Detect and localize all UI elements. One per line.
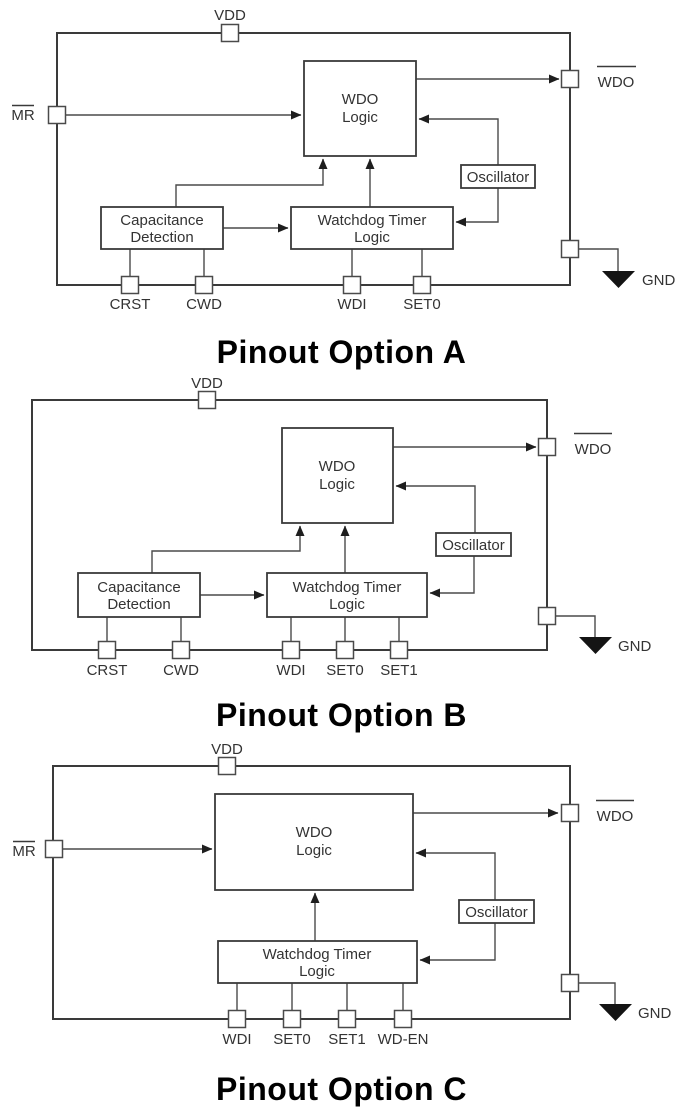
wire-gnd xyxy=(556,616,595,637)
block-wdo-logic-label: WDO xyxy=(341,91,379,108)
pin-label-set0: SET0 xyxy=(403,296,441,313)
pin-label-gnd: GND xyxy=(638,1005,672,1022)
wire-capdetect-to-wdo-logic xyxy=(152,526,300,573)
pin-label-vdd: VDD xyxy=(214,7,246,24)
pin-crst xyxy=(122,277,139,294)
block-wdo-logic-label: WDO xyxy=(318,458,356,475)
pin-gnd xyxy=(562,241,579,258)
diagram-pinout-option-b xyxy=(0,375,683,685)
pin-label-wdo: WDO xyxy=(574,441,612,458)
ground-symbol xyxy=(579,637,612,654)
diagram-pinout-option-a xyxy=(0,0,683,330)
pin-label-mr: MR xyxy=(11,107,35,124)
block-wdo-logic-label2: Logic xyxy=(296,842,332,859)
wire-oscillator-to-wdo-logic xyxy=(416,853,495,900)
wire-oscillator-to-watchdog-timer xyxy=(420,923,495,960)
pin-set0 xyxy=(337,642,354,659)
pin-label-vdd: VDD xyxy=(191,375,223,392)
pin-wdi xyxy=(344,277,361,294)
block-wdo-logic-label2: Logic xyxy=(319,476,355,493)
pin-label-wdo: WDO xyxy=(597,74,635,91)
pin-label-set0: SET0 xyxy=(326,662,364,679)
pin-label-wden: WD-EN xyxy=(377,1031,429,1048)
block-watchdog-timer-label2: Logic xyxy=(299,963,335,980)
block-oscillator-label: Oscillator xyxy=(442,537,505,554)
block-oscillator-label: Oscillator xyxy=(466,169,530,186)
pin-label-wdo: WDO xyxy=(596,808,634,825)
pin-gnd xyxy=(562,975,579,992)
pin-vdd xyxy=(199,392,216,409)
pin-wdo xyxy=(562,71,579,88)
pin-set1 xyxy=(391,642,408,659)
pin-label-cwd: CWD xyxy=(163,662,199,679)
pin-label-mr: MR xyxy=(12,843,36,860)
block-capacitance-detection-label2: Detection xyxy=(130,229,194,246)
ground-symbol xyxy=(602,271,635,288)
wire-oscillator-to-watchdog-timer xyxy=(456,188,498,222)
block-capacitance-detection-label: Capacitance xyxy=(97,579,181,596)
pin-set1 xyxy=(339,1011,356,1028)
pin-cwd xyxy=(196,277,213,294)
pin-wdo xyxy=(562,805,579,822)
wire-oscillator-to-wdo-logic xyxy=(396,486,475,533)
title-pinout-option-b: Pinout Option B xyxy=(216,697,467,733)
block-watchdog-timer-label: Watchdog Timer xyxy=(292,579,402,596)
pin-wdi xyxy=(283,642,300,659)
pin-vdd xyxy=(219,758,236,775)
pin-label-wdi: WDI xyxy=(276,662,306,679)
pin-wden xyxy=(395,1011,412,1028)
pin-label-set1: SET1 xyxy=(380,662,418,679)
block-wdo-logic-label: WDO xyxy=(295,824,333,841)
pin-label-gnd: GND xyxy=(642,272,676,289)
wire-capdetect-to-wdo-logic xyxy=(176,159,323,207)
pin-vdd xyxy=(222,25,239,42)
pin-label-set1: SET1 xyxy=(328,1031,366,1048)
pin-label-vdd: VDD xyxy=(211,741,243,758)
block-watchdog-timer-label: Watchdog Timer xyxy=(317,212,427,229)
pin-wdo xyxy=(539,439,556,456)
wire-gnd xyxy=(579,983,615,1004)
pin-gnd xyxy=(539,608,556,625)
pin-label-wdi: WDI xyxy=(337,296,367,313)
ground-symbol xyxy=(599,1004,632,1021)
pin-cwd xyxy=(173,642,190,659)
block-watchdog-timer-label2: Logic xyxy=(354,229,390,246)
pin-label-cwd: CWD xyxy=(186,296,222,313)
pin-crst xyxy=(99,642,116,659)
pin-label-wdi: WDI xyxy=(222,1031,252,1048)
pin-mr xyxy=(49,107,66,124)
pin-set0 xyxy=(414,277,431,294)
pin-label-crst: CRST xyxy=(86,662,128,679)
block-capacitance-detection-label2: Detection xyxy=(107,596,171,613)
block-watchdog-timer-label2: Logic xyxy=(329,596,365,613)
pin-wdi xyxy=(229,1011,246,1028)
block-capacitance-detection-label: Capacitance xyxy=(120,212,204,229)
block-oscillator-label: Oscillator xyxy=(465,904,528,921)
wire-gnd xyxy=(578,249,618,271)
pin-label-set0: SET0 xyxy=(273,1031,311,1048)
title-pinout-option-a: Pinout Option A xyxy=(216,334,467,370)
block-watchdog-timer-label: Watchdog Timer xyxy=(262,946,372,963)
block-wdo-logic-label2: Logic xyxy=(342,109,378,126)
pin-label-gnd: GND xyxy=(618,638,652,655)
pin-set0 xyxy=(284,1011,301,1028)
pin-label-crst: CRST xyxy=(109,296,151,313)
wire-oscillator-to-watchdog-timer xyxy=(430,556,474,593)
title-pinout-option-c: Pinout Option C xyxy=(216,1071,467,1107)
diagram-pinout-option-c xyxy=(0,740,683,1060)
pin-mr xyxy=(46,841,63,858)
wire-oscillator-to-wdo-logic xyxy=(419,119,498,165)
